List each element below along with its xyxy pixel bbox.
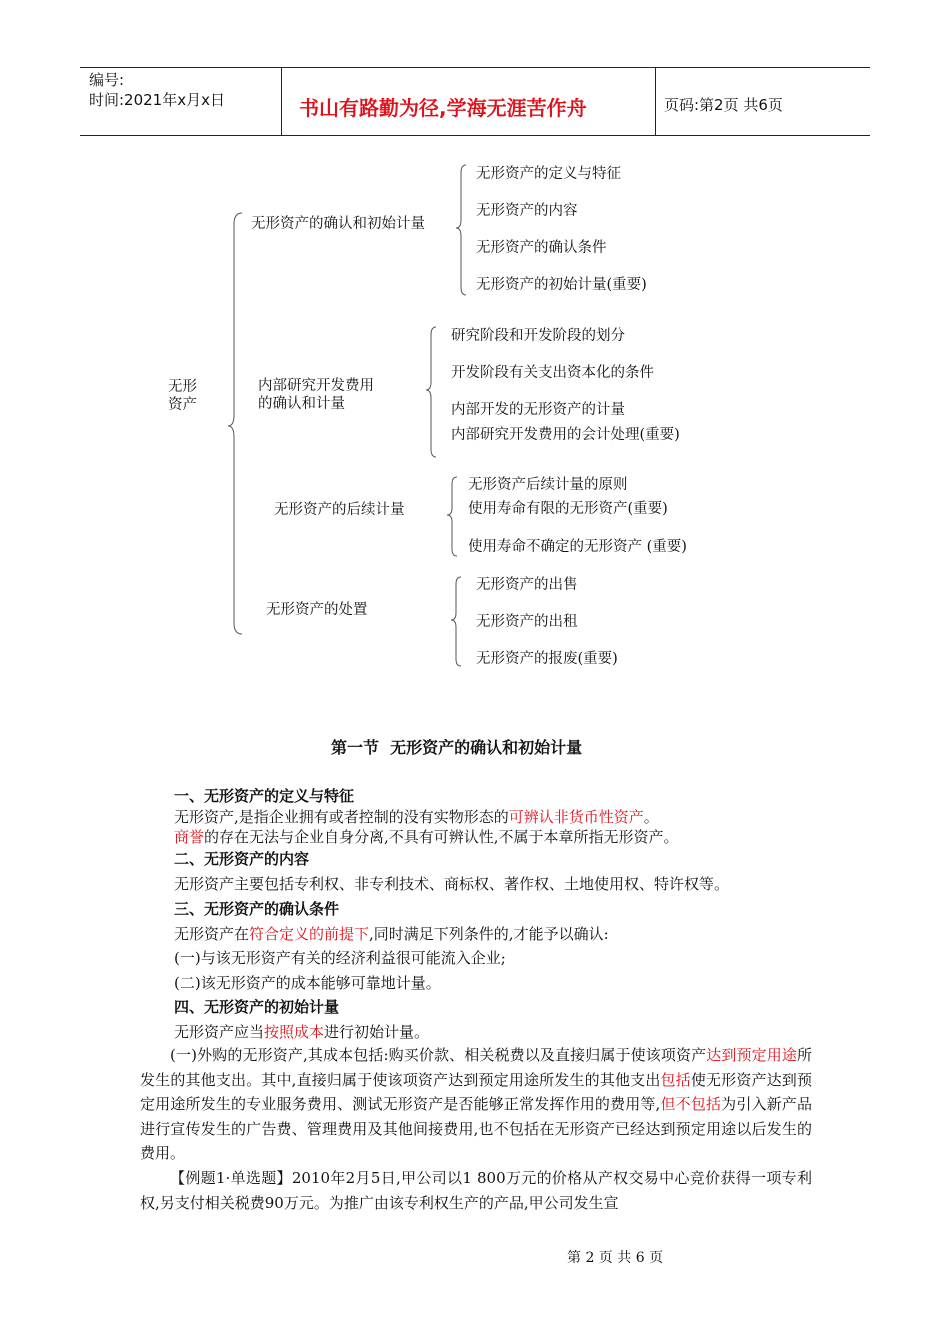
outline-group3-label: 无形资产的后续计量 — [274, 502, 405, 518]
initial-text-a: 无形资产应当 — [174, 1023, 265, 1041]
content-paragraph: 无形资产主要包括专利权、非专利技术、商标权、著作权、土地使用权、特许权等。 — [174, 875, 730, 893]
heading-content: 二、无形资产的内容 — [174, 850, 310, 868]
header-divider-right — [655, 67, 656, 136]
outline-group1-item2: 无形资产的内容 — [476, 203, 578, 219]
outline-group4-label: 无形资产的处置 — [266, 602, 368, 618]
recognition-highlight: 符合定义的前提下 — [249, 925, 370, 943]
purchased-text-a: (一)外购的无形资产,其成本包括:购买价款、相关税费以及直接归属于使该项资产 — [170, 1046, 707, 1064]
recognition-text-a: 无形资产在 — [174, 925, 250, 943]
header-divider-left — [281, 67, 282, 136]
outline-root-line2: 资产 — [168, 397, 197, 413]
initial-highlight: 按照成本 — [264, 1023, 325, 1041]
heading-recognition: 三、无形资产的确认条件 — [174, 900, 340, 918]
outline-root-line1: 无形 — [168, 379, 197, 395]
purchased-highlight-2: 包括 — [660, 1070, 691, 1089]
definition-text-a: 无形资产,是指企业拥有或者控制的没有实物形态的 — [174, 808, 509, 826]
outline-group4-brace — [450, 575, 464, 670]
outline-group1-label: 无形资产的确认和初始计量 — [251, 216, 425, 232]
heading-definition: 一、无形资产的定义与特征 — [174, 787, 355, 805]
purchased-highlight-1: 达到预定用途 — [706, 1046, 797, 1064]
outline-group2-label-line2: 的确认和计量 — [258, 396, 345, 412]
definition-paragraph — [174, 806, 659, 827]
purchased-text-d: 为引入新产品进行宣传发生的广告费、管理费用及其他间接费用,也不包括在无形资产已经达到预定用途以后发生的费用。 — [140, 1095, 812, 1162]
goodwill-text: 的存在无法与企业自身分离,不具有可辨认性,不属于本章所指无形资产。 — [204, 828, 679, 846]
header-motto: 书山有路勤为径,学海无涯苦作舟 — [299, 96, 587, 120]
recognition-condition-1: (一)与该无形资产有关的经济利益很可能流入企业; — [174, 949, 506, 967]
page-footer: 第 2 页 共 6 页 — [567, 1250, 664, 1266]
outline-main-brace — [226, 210, 246, 635]
recognition-paragraph — [174, 923, 609, 944]
outline-group2-item3: 内部开发的无形资产的计量 — [451, 402, 625, 418]
initial-measurement-paragraph — [174, 1021, 429, 1042]
outline-group1-brace — [455, 163, 469, 298]
outline-group2-label-line1: 内部研究开发费用 — [258, 378, 374, 394]
outline-group2-item2: 开发阶段有关支出资本化的条件 — [451, 365, 654, 381]
outline-group1-item1: 无形资产的定义与特征 — [476, 166, 621, 182]
header-page-label: 页码:第2页 共6页 — [664, 96, 783, 114]
outline-group2-item4: 内部研究开发费用的会计处理(重要) — [451, 427, 680, 443]
purchased-text-c: 使无形资产达到预定用途所发生的专业服务费用、测试无形资产是否能够正常发挥作用的费用等, — [140, 1070, 812, 1113]
purchased-text-b: 所发生的其他支出。其中,直接归属于使该项资产达到预定用途所发生的其他支出 — [140, 1046, 812, 1089]
outline-group4-item1: 无形资产的出售 — [476, 577, 578, 593]
outline-group3-brace — [446, 475, 460, 560]
header-number-label: 编号: — [89, 71, 125, 89]
definition-highlight: 可辨认非货币性资产 — [508, 808, 644, 826]
outline-group3-item2: 使用寿命有限的无形资产(重要) — [468, 501, 668, 517]
outline-group4-item2: 无形资产的出租 — [476, 614, 578, 630]
header-bottom-rule — [80, 135, 870, 136]
header-top-rule — [80, 67, 870, 68]
definition-text-b: 。 — [643, 808, 659, 826]
purchased-highlight-3: 但不包括 — [660, 1095, 722, 1113]
header-time-label: 时间:2021年x月x日 — [89, 91, 225, 109]
outline-group2-item1: 研究阶段和开发阶段的划分 — [451, 328, 625, 344]
goodwill-highlight: 商誉 — [174, 828, 205, 846]
initial-text-b: 进行初始计量。 — [324, 1023, 430, 1041]
purchased-asset-paragraph — [140, 1043, 812, 1166]
outline-group4-item3: 无形资产的报废(重要) — [476, 651, 618, 667]
outline-group2-brace — [425, 325, 439, 460]
example-paragraph: 【例题1·单选题】2010年2月5日,甲公司以1 800万元的价格从产权交易中心竞价获得一项专利权,另支付相关税费90万元。为推广由该专利权生产的产品,甲公司发生宣 — [140, 1169, 812, 1212]
recognition-text-b: ,同时满足下列条件的,才能予以确认: — [369, 925, 609, 943]
outline-group1-item4: 无形资产的初始计量(重要) — [476, 277, 647, 293]
outline-group3-item1: 无形资产后续计量的原则 — [468, 477, 628, 493]
goodwill-paragraph — [174, 826, 679, 847]
heading-initial-measurement: 四、无形资产的初始计量 — [174, 998, 340, 1016]
outline-group1-item3: 无形资产的确认条件 — [476, 240, 607, 256]
outline-group3-item3: 使用寿命不确定的无形资产 (重要) — [468, 539, 687, 555]
recognition-condition-2: (二)该无形资产的成本能够可靠地计量。 — [174, 974, 441, 992]
section-title: 第一节 无形资产的确认和初始计量 — [331, 738, 583, 757]
